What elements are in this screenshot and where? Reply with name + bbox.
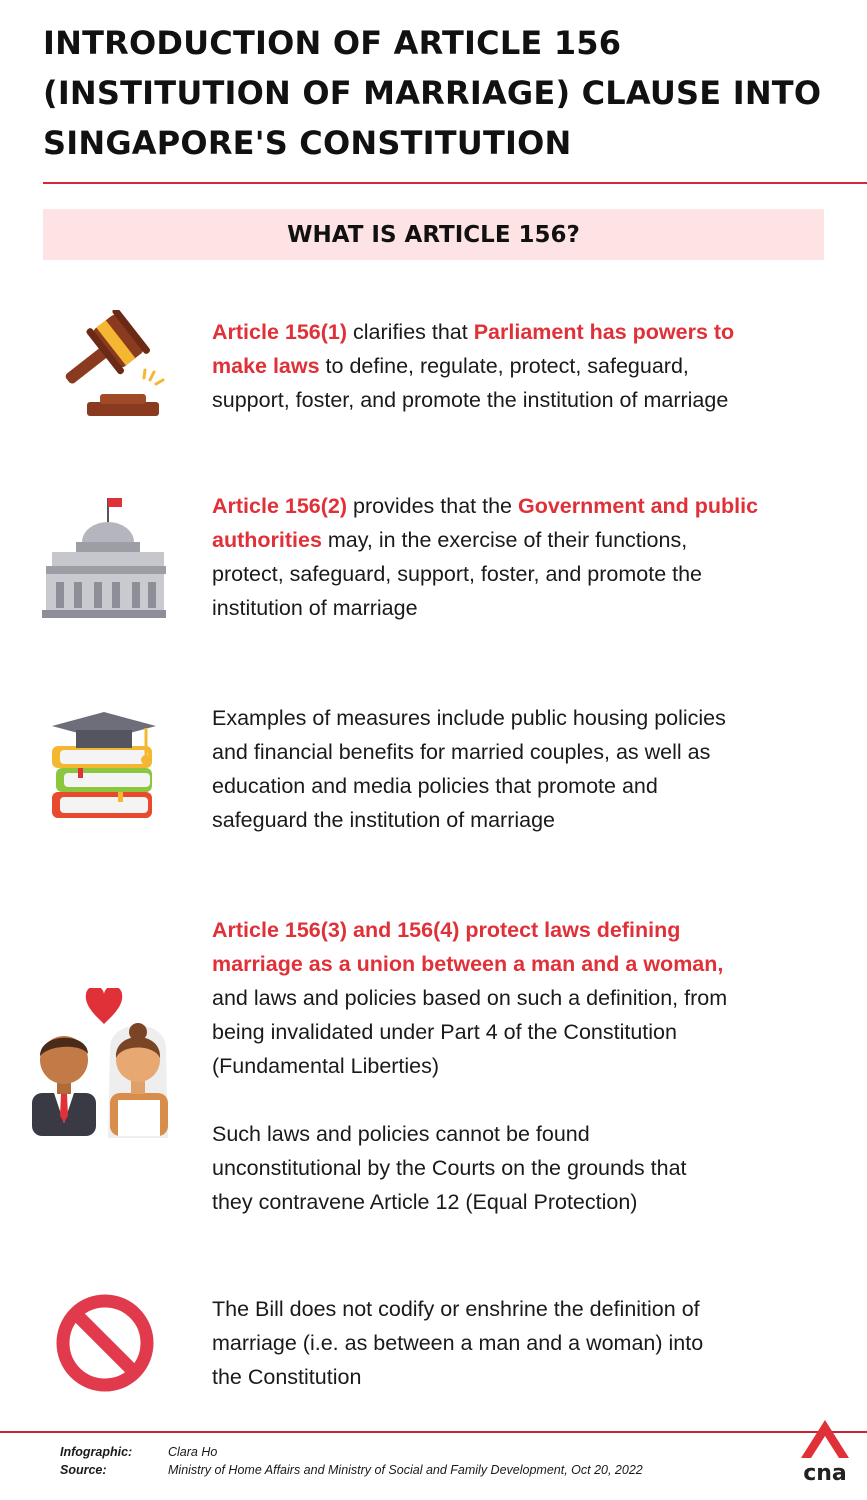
- married-couple-icon: [30, 988, 175, 1138]
- government-building-icon: [42, 494, 166, 618]
- cna-logo: [797, 1418, 853, 1484]
- title-line: (INSTITUTION OF MARRIAGE) CLAUSE INTO: [43, 74, 822, 112]
- section-definition: [212, 1292, 852, 1394]
- section-measures: [212, 701, 852, 837]
- highlight: Government and public: [517, 494, 759, 518]
- banner-heading: WHAT IS ARTICLE 156?: [287, 221, 580, 248]
- section-banner: [43, 209, 824, 260]
- source-label: Source:: [60, 1463, 107, 1477]
- text: unconstitutional by the Courts on the grounds that: [212, 1156, 687, 1180]
- prohibited-icon: [55, 1293, 155, 1393]
- text: clarifies that: [347, 320, 474, 344]
- highlight: Parliament has powers to: [473, 320, 735, 344]
- text: may, in the exercise of their functions,: [321, 528, 688, 552]
- source-credit: Ministry of Home Affairs and Ministry of Social and Family Development, Oct 20, 2022: [168, 1463, 643, 1477]
- text: Examples of measures include public housing policies: [212, 706, 726, 730]
- highlight: make laws: [212, 354, 320, 378]
- section-parliament: [212, 315, 852, 417]
- text: education and media policies that promote and: [212, 774, 658, 798]
- footer-divider: [0, 1431, 867, 1433]
- gavel-icon: [40, 310, 165, 420]
- text: provides that the: [347, 494, 518, 518]
- text: and laws and policies based on such a definition, from: [212, 986, 728, 1010]
- page-title: [43, 18, 843, 168]
- text: the Constitution: [212, 1365, 362, 1389]
- text: and financial benefits for married couples, as well as: [212, 740, 711, 764]
- books-graduation-cap-icon: [48, 712, 160, 824]
- text: protect, safeguard, support, foster, and promote the: [212, 562, 703, 586]
- section-protection: [212, 913, 852, 1219]
- title-line: SINGAPORE'S CONSTITUTION: [43, 124, 572, 162]
- title-divider: [43, 182, 867, 184]
- paragraph-gap: [212, 1083, 852, 1117]
- text: institution of marriage: [212, 596, 418, 620]
- text: Such laws and policies cannot be found: [212, 1122, 590, 1146]
- text: (Fundamental Liberties): [212, 1054, 440, 1078]
- infographic-label: Infographic:: [60, 1445, 133, 1459]
- cna-logo-text: cna: [803, 1461, 847, 1484]
- text: The Bill does not codify or enshrine the definition of: [212, 1297, 700, 1321]
- text: marriage (i.e. as between a man and a woman) into: [212, 1331, 704, 1355]
- highlight: Article 156(1): [212, 320, 348, 344]
- text: they contravene Article 12 (Equal Protection): [212, 1190, 638, 1214]
- title-line: INTRODUCTION OF ARTICLE 156: [43, 24, 622, 62]
- highlight: Article 156(3) and 156(4) protect laws defining: [212, 918, 681, 942]
- text: support, foster, and promote the institution of marriage: [212, 388, 729, 412]
- infographic-credit: Clara Ho: [168, 1445, 218, 1459]
- text: safeguard the institution of marriage: [212, 808, 556, 832]
- highlight: marriage as a union between a man and a woman,: [212, 952, 724, 976]
- highlight: Article 156(2): [212, 494, 348, 518]
- highlight: authorities: [212, 528, 322, 552]
- text: being invalidated under Part 4 of the Constitution: [212, 1020, 677, 1044]
- text: to define, regulate, protect, safeguard,: [319, 354, 689, 378]
- section-government: [212, 489, 852, 625]
